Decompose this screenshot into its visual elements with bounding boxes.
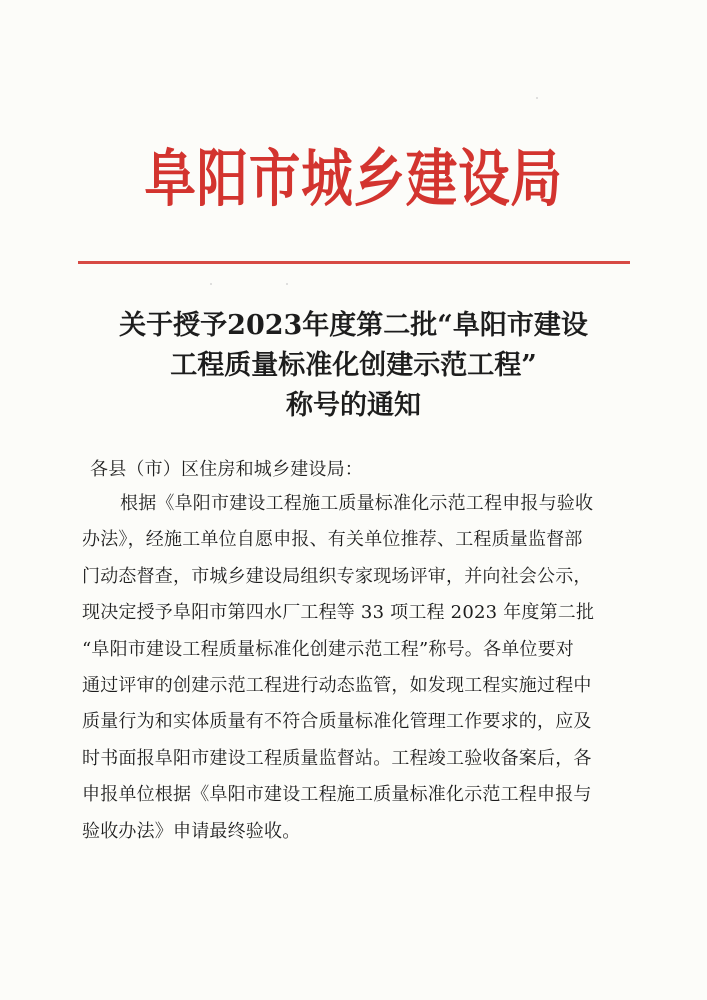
body-line: 申报单位根据《阜阳市建设工程施工质量标准化示范工程申报与 (82, 784, 592, 806)
body-line: 验收办法》申请最终验收。 (82, 820, 301, 842)
body-line: 门动态督查，市城乡建设局组织专家现场评审，并向社会公示， (82, 565, 592, 587)
title-line: 称号的通知 (286, 390, 421, 421)
scan-speck (286, 283, 288, 285)
scan-speck (536, 97, 538, 99)
body-line: “阜阳市建设工程质量标准化创建示范工程”称号。各单位要对 (82, 638, 575, 660)
title-line: 关于授予2023年度第二批“阜阳市建设 (119, 310, 588, 341)
body-line: 根据《阜阳市建设工程施工质量标准化示范工程申报与验收 (120, 493, 594, 514)
body-line: 通过评审的创建示范工程进行动态监管，如发现工程实施过程中 (82, 674, 592, 696)
body-line: 质量行为和实体质量有不符合质量标准化管理工作要求的，应及 (82, 711, 592, 733)
title-line: 工程质量标准化创建示范工程” (170, 350, 537, 381)
body-line: 办法》，经施工单位自愿申报、有关单位推荐、工程质量监督部 (82, 529, 583, 551)
body-line: 时书面报阜阳市建设工程质量监督站。工程竣工验收备案后，各 (82, 747, 592, 769)
salutation: 各县（市）区住房和城乡建设局： (90, 459, 363, 480)
issuing-office-header: 阜阳市城乡建设局 (144, 142, 563, 215)
notice-body (82, 492, 627, 856)
red-header-rule (78, 261, 630, 264)
scan-speck (210, 283, 212, 285)
body-line: 现决定授予阜阳市第四水厂工程等 33 项工程 2023 年度第二批 (82, 602, 595, 624)
notice-title (70, 306, 637, 426)
